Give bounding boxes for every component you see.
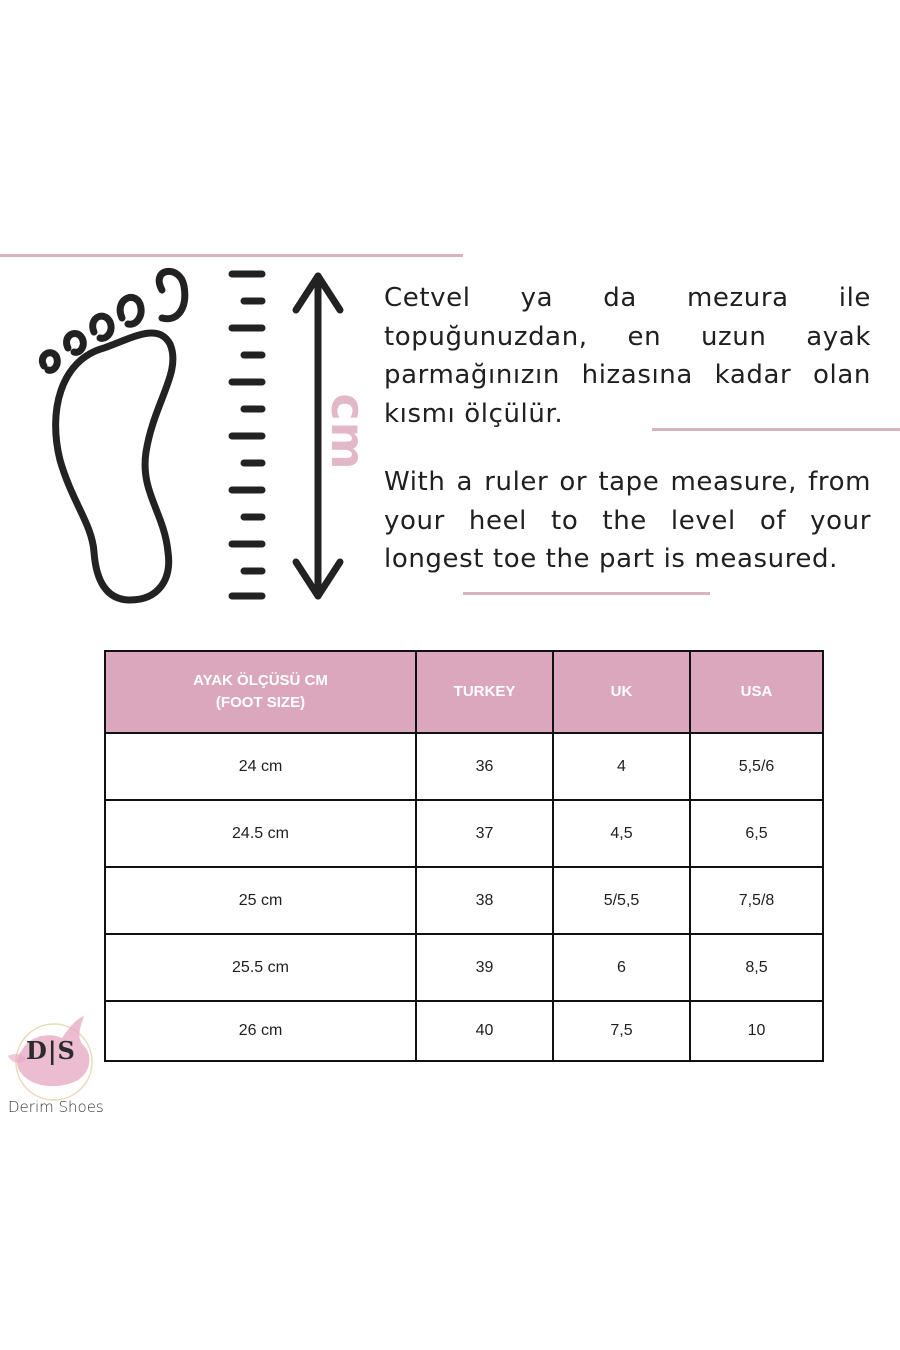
divider-bottom bbox=[463, 592, 710, 595]
table-row bbox=[105, 733, 823, 800]
table-row bbox=[105, 1001, 823, 1061]
cell-turkey: 37 bbox=[416, 800, 553, 867]
cell-cm: 25 cm bbox=[105, 867, 416, 934]
divider-top-left bbox=[0, 254, 463, 257]
header-usa: USA bbox=[690, 651, 823, 733]
cell-usa: 7,5/8 bbox=[690, 867, 823, 934]
cell-cm: 26 cm bbox=[105, 1001, 416, 1061]
cell-turkey: 40 bbox=[416, 1001, 553, 1061]
table-row bbox=[105, 934, 823, 1001]
header-uk: UK bbox=[553, 651, 690, 733]
unit-label: cm bbox=[321, 393, 375, 471]
cell-turkey: 36 bbox=[416, 733, 553, 800]
cell-usa: 5,5/6 bbox=[690, 733, 823, 800]
cell-turkey: 39 bbox=[416, 934, 553, 1001]
cell-uk: 4 bbox=[553, 733, 690, 800]
instruction-turkish: Cetvel ya da mezura ile topuğunuzdan, en uzun ayak parmağınızın hizasına kadar olan kısmı ölçülür. bbox=[384, 283, 871, 429]
table-row bbox=[105, 867, 823, 934]
cell-cm: 25.5 cm bbox=[105, 934, 416, 1001]
cell-turkey: 38 bbox=[416, 867, 553, 934]
table-header-row bbox=[105, 651, 823, 733]
brand-initials: D|S bbox=[26, 1036, 76, 1065]
brand-name: Derim Shoes bbox=[8, 1098, 104, 1116]
instruction-english: With a ruler or tape measure, from your heel to the level of your longest toe the part is measured. bbox=[384, 467, 871, 574]
header-foot-size-line1: AYAK ÖLÇÜSÜ CM bbox=[193, 672, 328, 689]
cell-uk: 7,5 bbox=[553, 1001, 690, 1061]
cell-uk: 4,5 bbox=[553, 800, 690, 867]
header-foot-size-line2: (FOOT SIZE) bbox=[215, 694, 306, 711]
cell-uk: 5/5,5 bbox=[553, 867, 690, 934]
cell-usa: 8,5 bbox=[690, 934, 823, 1001]
cell-cm: 24 cm bbox=[105, 733, 416, 800]
cell-uk: 6 bbox=[553, 934, 690, 1001]
table-row bbox=[105, 800, 823, 867]
footprint-icon bbox=[42, 271, 184, 600]
foot-measure-illustration bbox=[30, 262, 350, 607]
cell-cm: 24.5 cm bbox=[105, 800, 416, 867]
size-chart-table bbox=[104, 650, 824, 1062]
header-turkey: TURKEY bbox=[416, 651, 553, 733]
ruler-ticks-icon bbox=[232, 274, 262, 596]
cell-usa: 6,5 bbox=[690, 800, 823, 867]
cell-usa: 10 bbox=[690, 1001, 823, 1061]
header-foot-size bbox=[105, 651, 416, 733]
